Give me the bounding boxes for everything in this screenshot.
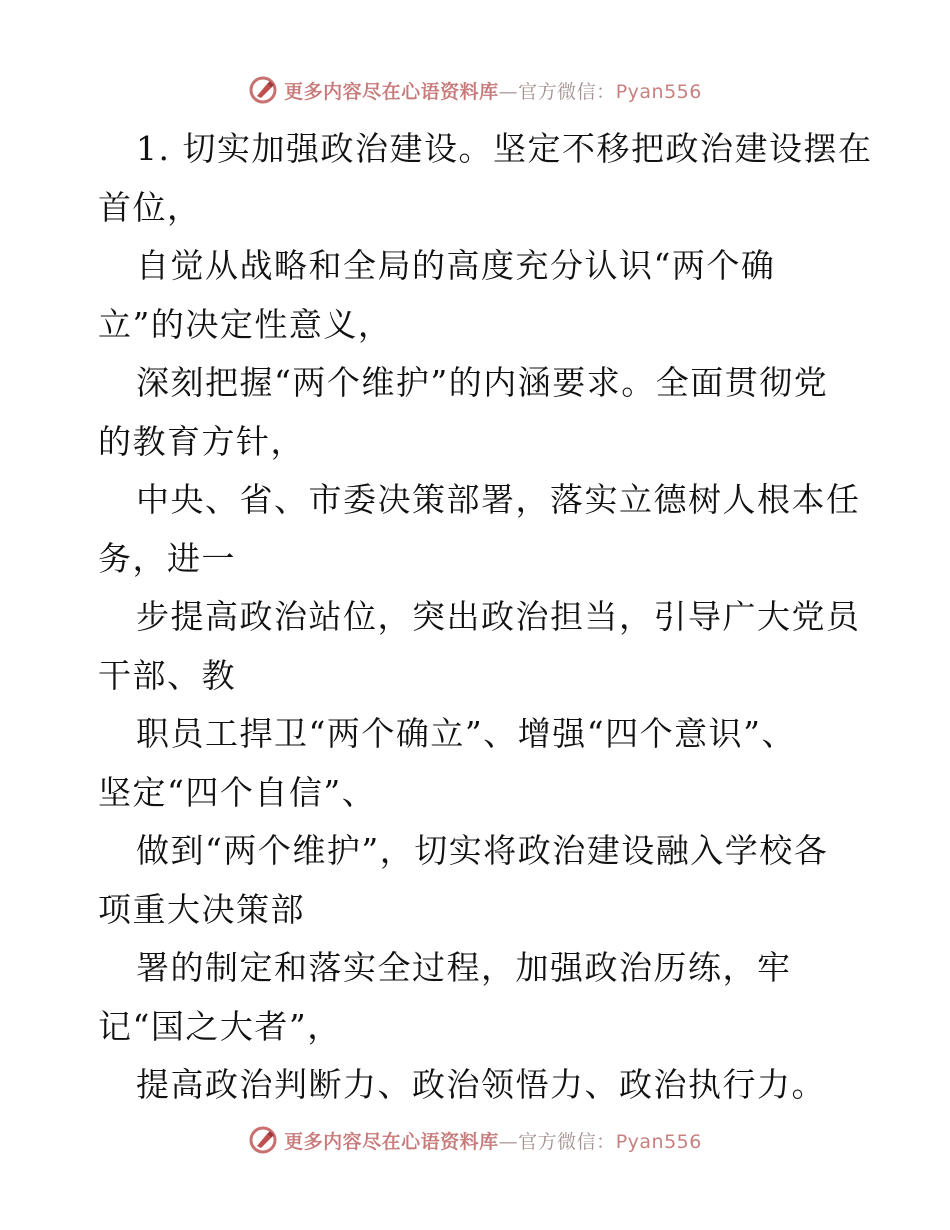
watermark-id: Pyan556 (615, 80, 702, 103)
watermark-separator: — (498, 80, 519, 103)
paragraph-line: 记“国之大者”， (98, 1006, 342, 1046)
paragraph-line: 干部、教 (98, 655, 236, 695)
paragraph-line: 提高政治判断力、政治领悟力、政治执行力。 (136, 1065, 826, 1104)
paragraph-line: 首位， (98, 187, 202, 227)
paragraph-line: 中央、省、市委决策部署，落实立德树人根本任 (136, 480, 861, 519)
paragraph-line: 立”的决定性意义， (98, 304, 393, 344)
watermark-brand: 更多内容尽在心语资料库 (284, 1130, 499, 1153)
watermark-label: 官方微信： (518, 80, 616, 103)
footer-watermark (0, 1120, 950, 1160)
watermark-text (284, 77, 702, 104)
pen-nib-circle-logo-icon (248, 1125, 278, 1155)
paragraph-line: 1. 切实加强政治建设。坚定不移把政治建设摆在 (136, 129, 873, 168)
pen-nib-circle-logo-icon (248, 75, 278, 105)
watermark-brand: 更多内容尽在心语资料库 (284, 80, 499, 103)
paragraph-line: 务，进一 (98, 538, 236, 578)
paragraph-line: 署的制定和落实全过程，加强政治历练，牢 (136, 948, 792, 987)
paragraph-line: 做到“两个维护”，切实将政治建设融入学校各 (136, 831, 829, 870)
paragraph-line: 项重大决策部 (98, 889, 305, 929)
header-watermark (0, 70, 950, 110)
watermark-separator: — (498, 1130, 519, 1153)
paragraph-line: 深刻把握“两个维护”的内涵要求。全面贯彻党 (136, 363, 829, 402)
document-body (98, 120, 873, 1115)
paragraph-line: 职员工捍卫“两个确立”、增强“四个意识”、 (136, 714, 796, 753)
paragraph-line: 坚定“四个自信”、 (98, 772, 377, 812)
paragraph-line: 步提高政治站位，突出政治担当，引导广大党员 (136, 597, 861, 636)
watermark-id: Pyan556 (615, 1130, 702, 1153)
watermark-text (284, 1127, 702, 1154)
paragraph-line: 的教育方针， (98, 421, 305, 461)
watermark-label: 官方微信： (518, 1130, 616, 1153)
paragraph-line: 自觉从战略和全局的高度充分认识“两个确 (136, 246, 776, 285)
